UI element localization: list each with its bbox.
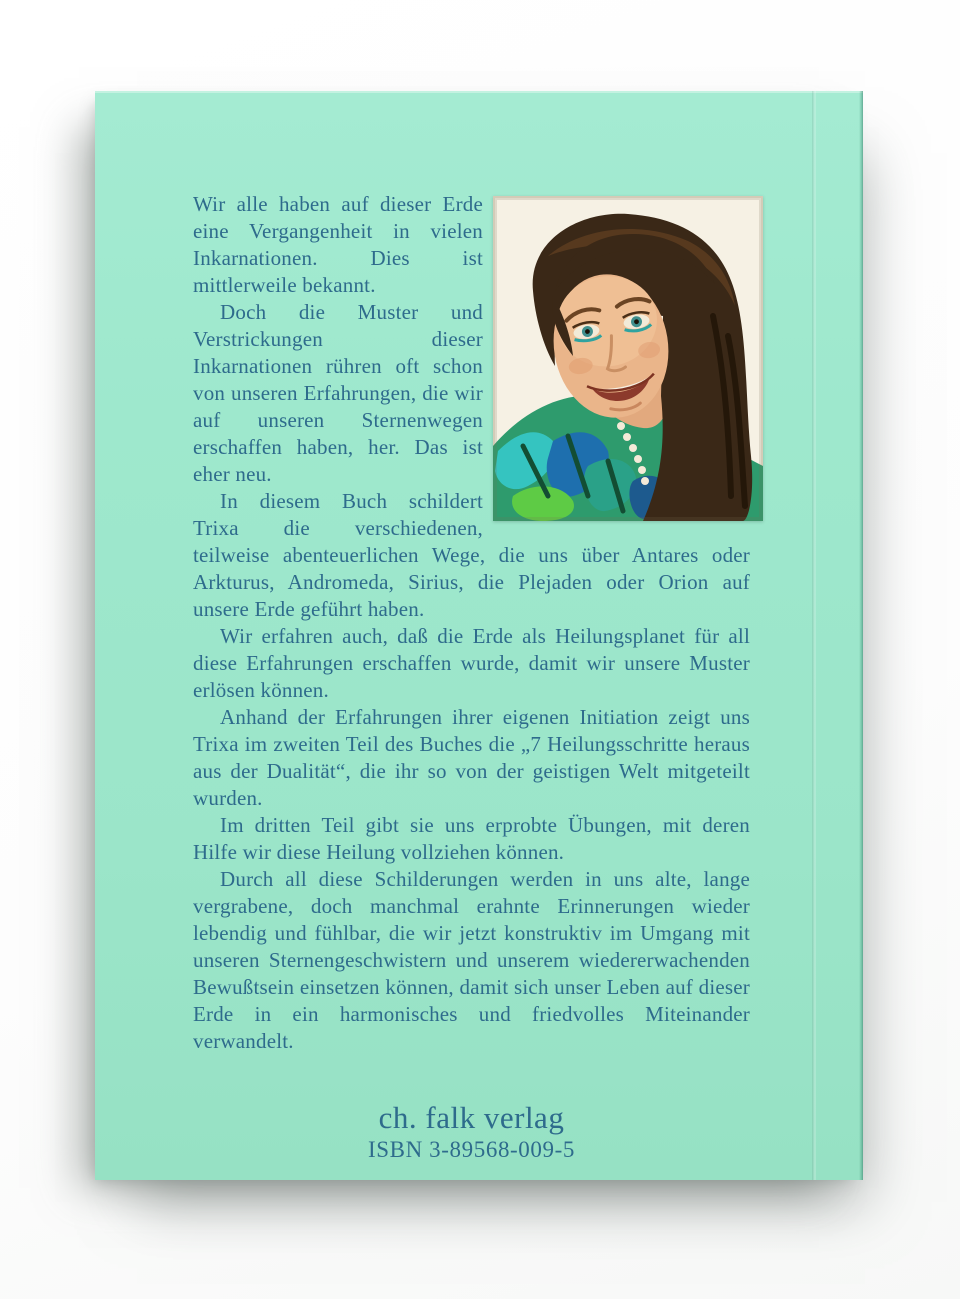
isbn: ISBN 3-89568-009-5: [368, 1137, 575, 1162]
blurb-paragraph-1: Wir alle haben auf dieser Erde eine Vergangenheit in vielen Inkarnationen. Dies ist mittlerweile bekannt.: [193, 192, 483, 297]
blurb-paragraph-7: Durch all diese Schilderungen werden in uns alte, lange vergrabene, doch manchmal erahnte Erinnerungen wieder lebendig und fühlbar, die wir jetzt konstruktiv im Umgang mit unseren Sternengeschwistern und unserem wiedererwachenden Bewußtsein einsetzen können, damit sich unser Leben auf dieser Erde in ein harmonisches und friedvolles Miteinander verwandelt.: [193, 867, 750, 1053]
blurb-text-block: [193, 191, 750, 1164]
blurb-paragraph-2: Doch die Muster und Verstrickungen dieser Inkarnationen rühren oft schon von unseren Erfahrungen, die wir auf unseren Sternenwegen erschaffen haben, her. Das ist eher neu.: [193, 300, 483, 486]
publisher-name: ch. falk verlag: [378, 1100, 565, 1135]
blurb-paragraph-5: Anhand der Erfahrungen ihrer eigenen Initiation zeigt uns Trixa im zweiten Teil des Buches die „7 Heilungsschritte heraus aus der Dualität“, die ihr so von der geistigen Welt mitgeteilt wurden.: [193, 705, 750, 810]
publisher-block: [193, 1055, 750, 1164]
book-back-cover: [95, 91, 863, 1180]
cover-crease: [812, 91, 816, 1180]
blurb-paragraph-4: Wir erfahren auch, daß die Erde als Heilungsplanet für all diese Erfahrungen erschaffen wurde, damit wir unsere Muster erlösen können.: [193, 624, 750, 702]
cover-right-edge: [859, 91, 863, 1180]
cover-top-edge: [95, 91, 863, 93]
blurb-paragraph-3: In diesem Buch schildert Trixa die verschiedenen, teilweise abenteuerlichen Wege, die uns über Antares oder Arkturus, Andromeda, Sirius, die Plejaden oder Orion auf unsere Erde geführt haben.: [193, 489, 750, 621]
blurb-paragraph-6: Im dritten Teil gibt sie uns erprobte Übungen, mit deren Hilfe wir diese Heilung vollziehen können.: [193, 813, 750, 864]
author-portrait-photo: [493, 196, 763, 521]
